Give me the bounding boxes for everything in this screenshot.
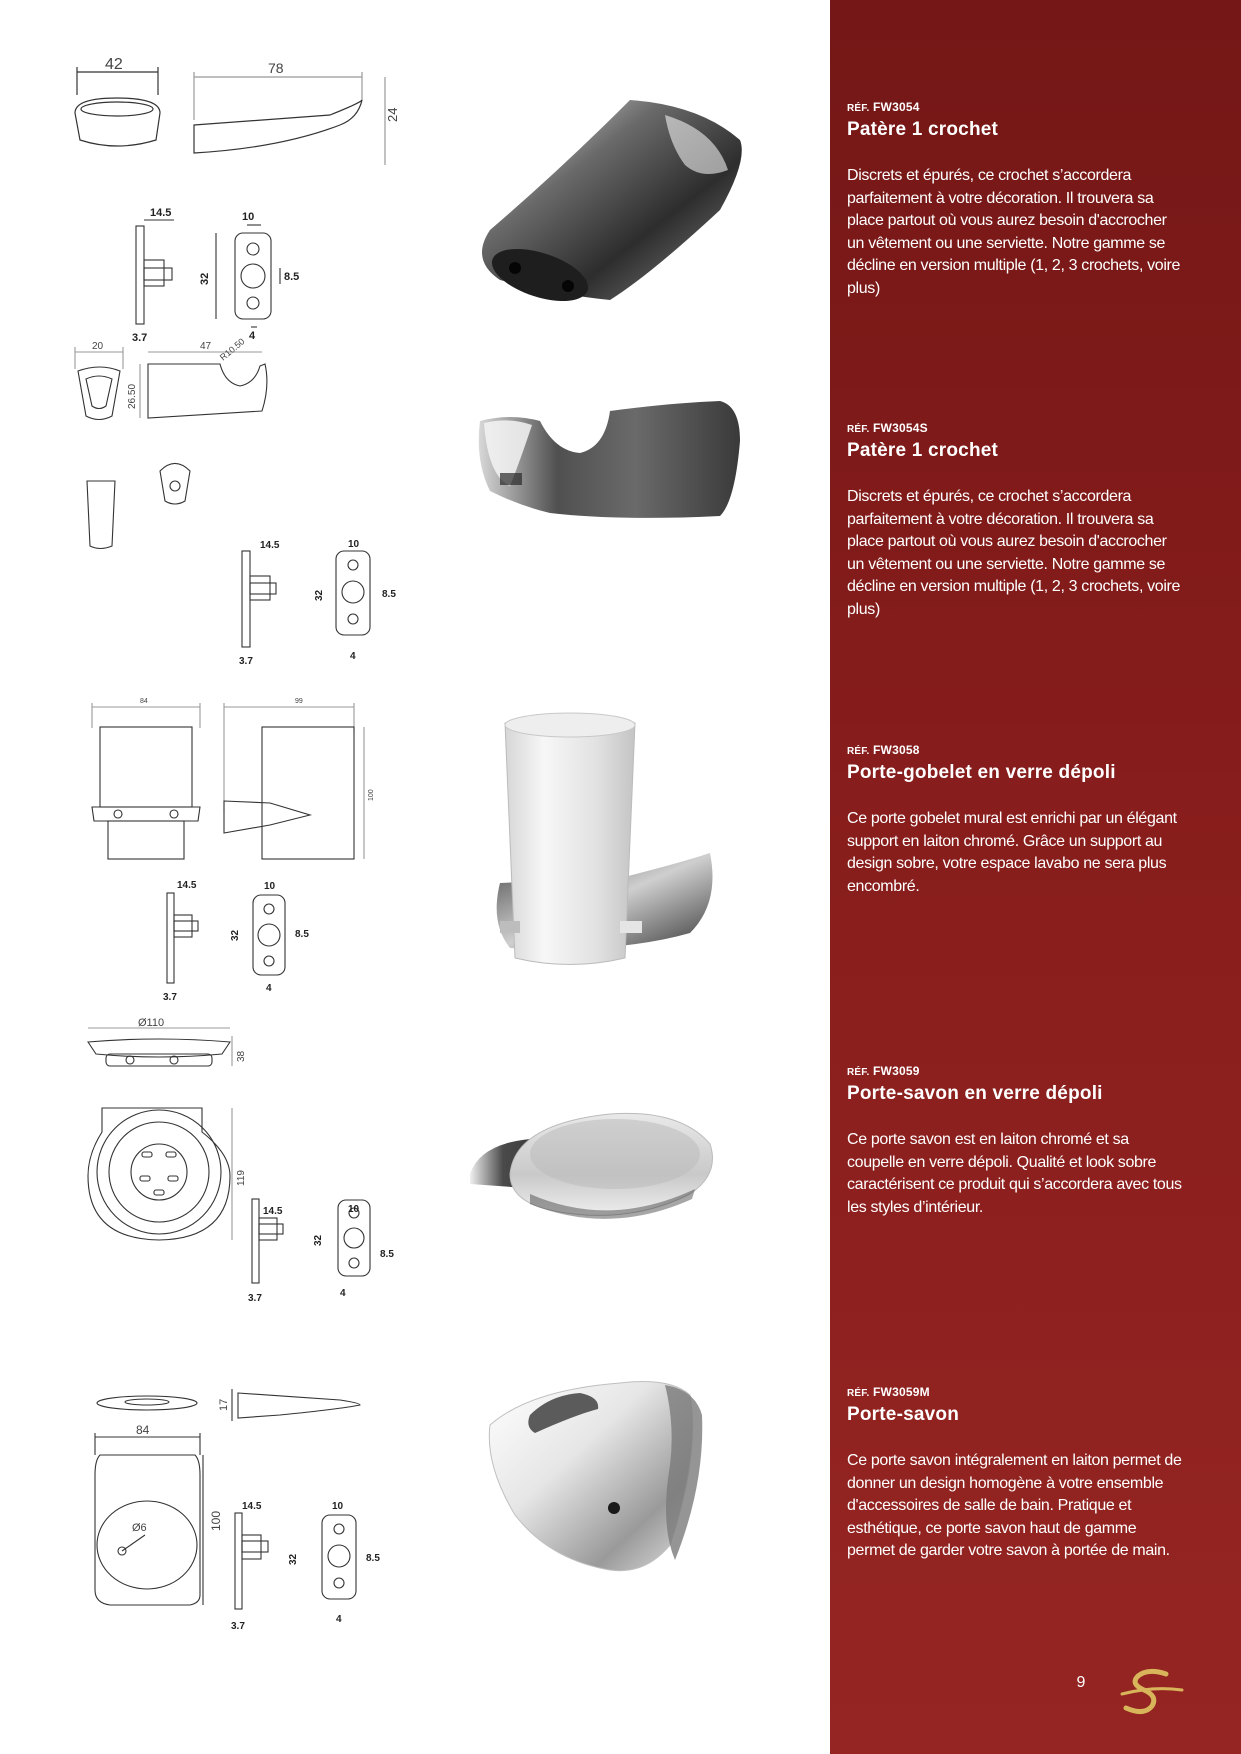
ref-code: FW3059 xyxy=(873,1064,920,1078)
dim-hole: Ø6 xyxy=(132,1522,147,1534)
dim-height: 26.50 xyxy=(127,383,138,409)
product-title: Patère 1 crochet xyxy=(847,440,999,461)
product-info xyxy=(847,1385,1182,1563)
dim-length: 78 xyxy=(268,60,284,76)
page-number: 9 xyxy=(1076,1674,1086,1691)
dim-width: 84 xyxy=(140,698,148,705)
dim-slot: 4 xyxy=(340,1288,346,1299)
dim-height: 100 xyxy=(368,789,375,801)
product-info xyxy=(847,421,1182,621)
dim-plate-thickness: 3.7 xyxy=(163,992,177,1003)
product-photo xyxy=(470,1024,770,1314)
product-title: Porte-gobelet en verre dépoli xyxy=(847,762,1116,783)
dim-depth: 14.5 xyxy=(150,207,172,219)
product-row xyxy=(0,1004,1241,1326)
dim-plate-thickness: 3.7 xyxy=(239,656,253,667)
product-info xyxy=(847,100,1182,300)
product-photo xyxy=(470,703,770,993)
product-description: Discrets et épurés, ce crochet s’accordera parfaitement à votre décoration. Il trouvera sa place partout où vous aurez besoin d'accrocher un vêtement ou une serviette. Notre gamme se décline en version multiple (1, 2, 3 crochets, voire plus) xyxy=(847,167,1181,297)
dim-plate-thickness: 3.7 xyxy=(248,1293,262,1304)
technical-drawing xyxy=(40,40,440,362)
dim-hole-spacing: 10 xyxy=(348,539,360,550)
dim-width: 20 xyxy=(92,341,104,352)
dim-radius: R10.50 xyxy=(217,336,247,363)
technical-drawing xyxy=(40,336,440,683)
dim-depth: 14.5 xyxy=(177,880,197,891)
product-description: Ce porte gobelet mural est enrichi par un élégant support en laiton chromé. Grâce un support au design sobre, votre espace lavabo ne sera plus encombré. xyxy=(847,810,1177,895)
dim-hole-spacing: 10 xyxy=(332,1501,344,1512)
dim-depth-119: 119 xyxy=(236,1170,247,1186)
dim-diameter: Ø110 xyxy=(138,1017,165,1029)
dim-depth: 14.5 xyxy=(242,1501,262,1512)
product-ref xyxy=(847,100,1182,114)
product-info xyxy=(847,743,1182,898)
ref-code: FW3054 xyxy=(873,100,920,114)
ref-label: RÉF. xyxy=(847,424,870,435)
dim-hole-spacing: 10 xyxy=(348,1204,360,1215)
product-description: Ce porte savon intégralement en laiton permet de donner un design homogène à votre ensemble d'accessoires de salle de bain. Pratique et esthétique, ce porte savon haut de gamme permet de garder votre savon à portée de main. xyxy=(847,1452,1182,1559)
dim-width: 84 xyxy=(136,1423,150,1437)
ref-label: RÉF. xyxy=(847,103,870,114)
dim-slot: 4 xyxy=(350,651,356,662)
dim-plate-thickness: 3.7 xyxy=(231,1621,245,1632)
technical-drawing xyxy=(40,1325,440,1647)
product-row xyxy=(0,40,1241,362)
dim-plate-height: 32 xyxy=(199,272,211,285)
product-title: Patère 1 crochet xyxy=(847,119,999,140)
dim-hole-size: 8.5 xyxy=(366,1553,380,1564)
dim-depth: 14.5 xyxy=(260,540,280,551)
dim-hole-spacing: 10 xyxy=(264,881,276,892)
dim-depth: 14.5 xyxy=(263,1206,283,1217)
product-ref xyxy=(847,1064,1182,1078)
product-row xyxy=(0,1325,1241,1647)
product-photo xyxy=(470,381,770,671)
product-description: Discrets et épurés, ce crochet s’accordera parfaitement à votre décoration. Il trouvera sa place partout où vous aurez besoin d'accrocher un vêtement ou une serviette. Notre gamme se décline en version multiple (1, 2, 3 crochets, voire plus) xyxy=(847,488,1181,618)
dim-length: 47 xyxy=(200,341,212,352)
ref-code: FW3054S xyxy=(873,421,928,435)
dim-plate-height: 32 xyxy=(313,1234,324,1246)
dim-hole-spacing: 10 xyxy=(242,211,255,223)
dim-hole-size: 8.5 xyxy=(380,1249,394,1260)
product-info xyxy=(847,1064,1182,1219)
product-description: Ce porte savon est en laiton chromé et sa coupelle en verre dépoli. Qualité et look sobre caractérisent ce produit qui s’accordera avec tous les styles d’intérieur. xyxy=(847,1131,1182,1216)
dim-thickness: 17 xyxy=(218,1398,230,1411)
dim-hole-size: 8.5 xyxy=(284,271,300,283)
dim-length: 99 xyxy=(295,698,303,705)
dim-height: 100 xyxy=(209,1510,223,1531)
dim-plate-height: 32 xyxy=(288,1553,299,1565)
dim-hole-size: 8.5 xyxy=(295,929,309,940)
dim-slot: 4 xyxy=(249,330,256,342)
dim-plate-height: 32 xyxy=(314,589,325,601)
product-ref xyxy=(847,1385,1182,1399)
dim-width: 42 xyxy=(105,56,123,73)
dim-height: 24 xyxy=(385,107,400,122)
product-ref xyxy=(847,421,1182,435)
dim-slot: 4 xyxy=(266,983,272,994)
technical-drawing xyxy=(40,1004,440,1326)
product-ref xyxy=(847,743,1182,757)
product-row xyxy=(0,683,1241,1005)
dim-slot: 4 xyxy=(336,1614,342,1625)
ref-code: FW3058 xyxy=(873,743,920,757)
product-photo xyxy=(470,1345,770,1635)
technical-drawing xyxy=(40,683,440,1005)
ref-label: RÉF. xyxy=(847,1388,870,1399)
brand-logo-icon xyxy=(1118,1668,1188,1718)
product-photo xyxy=(470,60,770,350)
ref-label: RÉF. xyxy=(847,1067,870,1078)
product-title: Porte-savon xyxy=(847,1404,960,1425)
product-row xyxy=(0,336,1241,683)
ref-label: RÉF. xyxy=(847,746,870,757)
ref-code: FW3059M xyxy=(873,1385,930,1399)
dim-height: 38 xyxy=(236,1050,247,1062)
product-title: Porte-savon en verre dépoli xyxy=(847,1083,1103,1104)
dim-plate-thickness: 3.7 xyxy=(132,332,148,344)
dim-hole-size: 8.5 xyxy=(382,589,396,600)
dim-plate-height: 32 xyxy=(230,929,241,941)
